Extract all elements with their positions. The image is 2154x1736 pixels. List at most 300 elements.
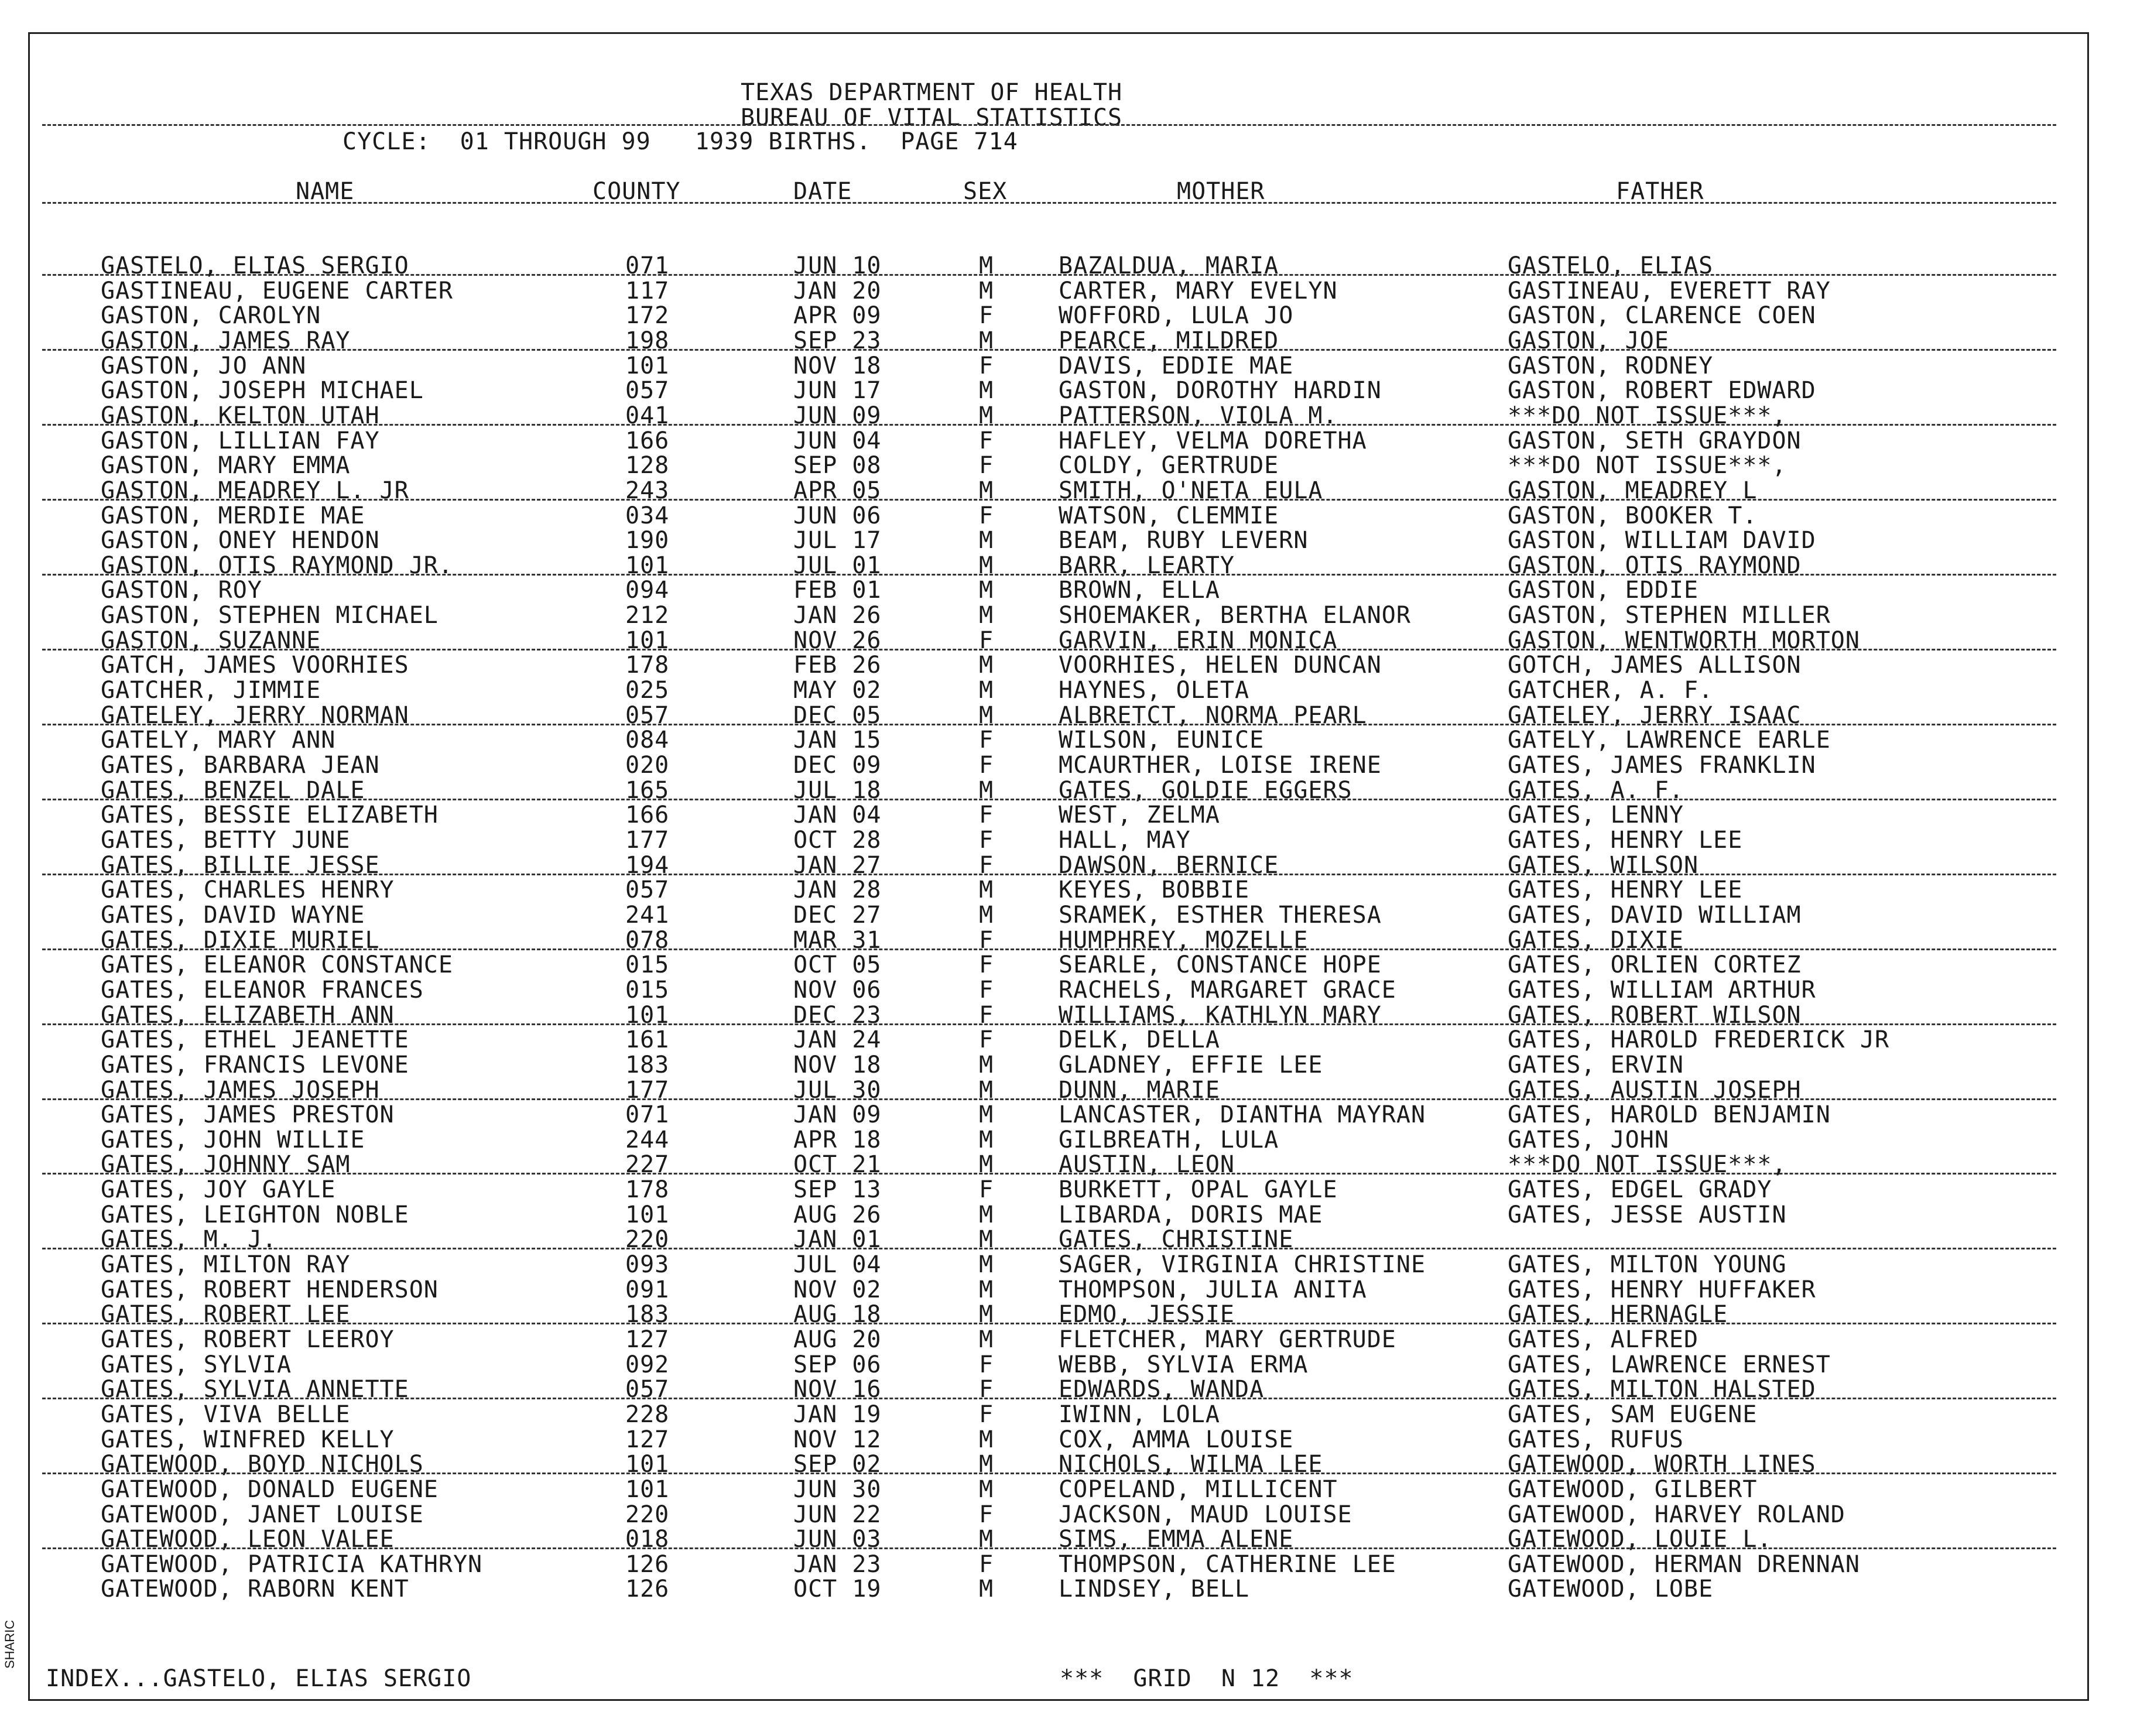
cell-sex: F xyxy=(979,926,994,954)
cell-father: GATELY, LAWRENCE EARLE xyxy=(1508,727,1831,754)
cell-mother: PEARCE, MILDRED xyxy=(1059,327,1279,354)
row-group-rule xyxy=(42,424,2056,426)
cell-county: 183 xyxy=(625,1301,670,1328)
cell-sex: M xyxy=(979,652,994,679)
row-group-rule xyxy=(42,499,2056,501)
cell-county: 093 xyxy=(625,1251,670,1278)
row-group-rule xyxy=(42,574,2056,576)
cell-mother: DAVIS, EDDIE MAE xyxy=(1059,352,1294,379)
cell-date: DEC 23 xyxy=(793,1001,882,1029)
cell-sex: M xyxy=(979,1201,994,1228)
row-group-rule xyxy=(42,1323,2056,1324)
row-group-rule xyxy=(42,949,2056,950)
row-group-rule xyxy=(42,1023,2056,1025)
cell-date: NOV 18 xyxy=(793,352,882,379)
cell-date: JAN 28 xyxy=(793,876,882,904)
cell-father: GATES, AUSTIN JOSEPH xyxy=(1508,1076,1802,1104)
cell-mother: IWINN, LOLA xyxy=(1059,1401,1220,1428)
cell-father: GATEWOOD, LOUIE L. xyxy=(1508,1526,1772,1553)
cell-name: GATES, DIXIE MURIEL xyxy=(101,926,380,954)
cell-date: SEP 08 xyxy=(793,452,882,480)
cell-mother: WILLIAMS, KATHLYN MARY xyxy=(1059,1001,1382,1029)
cell-name: GASTON, SUZANNE xyxy=(101,626,321,654)
cell-sex: M xyxy=(979,252,994,279)
cell-county: 198 xyxy=(625,327,670,354)
cell-county: 101 xyxy=(625,1475,670,1503)
cell-sex: F xyxy=(979,427,994,454)
cell-sex: M xyxy=(979,1051,994,1078)
cell-mother: GATES, CHRISTINE xyxy=(1059,1226,1294,1254)
cell-mother: MCAURTHER, LOISE IRENE xyxy=(1059,752,1382,779)
cell-father: GATES, LENNY xyxy=(1508,802,1684,829)
cell-name: GASTON, JOSEPH MICHAEL xyxy=(101,377,424,405)
cell-mother: KEYES, BOBBIE xyxy=(1059,876,1250,904)
cell-date: MAY 02 xyxy=(793,677,882,704)
cell-mother: COPELAND, MILLICENT xyxy=(1059,1475,1338,1503)
cell-name: GASTON, MEADREY L. JR xyxy=(101,477,409,504)
cell-name: GATES, MILTON RAY xyxy=(101,1251,351,1278)
cell-date: JUN 03 xyxy=(793,1526,882,1553)
cell-mother: BURKETT, OPAL GAYLE xyxy=(1059,1176,1338,1203)
cell-county: 101 xyxy=(625,626,670,654)
cell-sex: M xyxy=(979,1426,994,1453)
col-header-father: FATHER xyxy=(1616,178,1704,205)
cell-father: GASTON, ROBERT EDWARD xyxy=(1508,377,1816,405)
cell-name: GASTON, CAROLYN xyxy=(101,302,321,330)
cell-county: 177 xyxy=(625,826,670,854)
cell-date: SEP 23 xyxy=(793,327,882,354)
cell-father: GASTON, STEPHEN MILLER xyxy=(1508,602,1831,629)
cell-sex: F xyxy=(979,1351,994,1378)
cell-mother: SHOEMAKER, BERTHA ELANOR xyxy=(1059,602,1411,629)
row-group-rule xyxy=(42,799,2056,800)
cell-county: 020 xyxy=(625,752,670,779)
cell-sex: F xyxy=(979,727,994,754)
cell-county: 057 xyxy=(625,1376,670,1403)
cell-mother: VOORHIES, HELEN DUNCAN xyxy=(1059,652,1382,679)
cell-mother: HAYNES, OLETA xyxy=(1059,677,1250,704)
cell-sex: M xyxy=(979,1126,994,1153)
cell-mother: NICHOLS, WILMA LEE xyxy=(1059,1451,1323,1478)
cell-sex: M xyxy=(979,1251,994,1278)
cell-father: GATCHER, A. F. xyxy=(1508,677,1714,704)
cell-father: GATES, HAROLD BENJAMIN xyxy=(1508,1101,1831,1129)
cell-mother: BEAM, RUBY LEVERN xyxy=(1059,527,1309,554)
cell-name: GATES, JOHN WILLIE xyxy=(101,1126,365,1153)
cell-sex: M xyxy=(979,1076,994,1104)
cell-father: GATES, DIXIE xyxy=(1508,926,1684,954)
cell-county: 071 xyxy=(625,1101,670,1129)
cell-name: GASTON, KELTON UTAH xyxy=(101,402,380,429)
cell-mother: ALBRETCT, NORMA PEARL xyxy=(1059,701,1367,729)
cell-county: 091 xyxy=(625,1276,670,1303)
cell-mother: SIMS, EMMA ALENE xyxy=(1059,1526,1294,1553)
cell-sex: M xyxy=(979,701,994,729)
cell-county: 127 xyxy=(625,1326,670,1353)
cell-county: 243 xyxy=(625,477,670,504)
cell-date: SEP 06 xyxy=(793,1351,882,1378)
cell-date: DEC 27 xyxy=(793,901,882,929)
cell-sex: F xyxy=(979,802,994,829)
cell-county: 101 xyxy=(625,1201,670,1228)
cell-name: GASTINEAU, EUGENE CARTER xyxy=(101,277,453,304)
cell-sex: F xyxy=(979,1550,994,1578)
cell-sex: M xyxy=(979,1151,994,1179)
cell-county: 172 xyxy=(625,302,670,330)
cell-county: 161 xyxy=(625,1026,670,1054)
cell-county: 126 xyxy=(625,1576,670,1603)
cell-date: APR 09 xyxy=(793,302,882,330)
row-group-rule xyxy=(42,649,2056,650)
cell-sex: F xyxy=(979,752,994,779)
cell-father: GATES, MILTON HALSTED xyxy=(1508,1376,1816,1403)
cell-father: ***DO NOT ISSUE***, xyxy=(1508,452,1787,480)
cell-name: GASTON, JO ANN xyxy=(101,352,307,379)
cell-county: 244 xyxy=(625,1126,670,1153)
cell-mother: DAWSON, BERNICE xyxy=(1059,851,1279,879)
cell-name: GATES, JOHNNY SAM xyxy=(101,1151,351,1179)
cell-name: GATEWOOD, PATRICIA KATHRYN xyxy=(101,1550,483,1578)
cell-county: 166 xyxy=(625,427,670,454)
row-group-rule xyxy=(42,1473,2056,1474)
cell-sex: M xyxy=(979,577,994,604)
cell-father: GATES, ORLIEN CORTEZ xyxy=(1508,951,1802,979)
cell-sex: F xyxy=(979,826,994,854)
cell-date: NOV 18 xyxy=(793,1051,882,1078)
cell-father: GATEWOOD, HARVEY ROLAND xyxy=(1508,1501,1845,1528)
cell-father: GATES, DAVID WILLIAM xyxy=(1508,901,1802,929)
cell-county: 126 xyxy=(625,1550,670,1578)
cell-date: AUG 18 xyxy=(793,1301,882,1328)
cell-county: 178 xyxy=(625,652,670,679)
cell-name: GATES, BILLIE JESSE xyxy=(101,851,380,879)
cell-mother: SAGER, VIRGINIA CHRISTINE xyxy=(1059,1251,1426,1278)
cell-mother: HAFLEY, VELMA DORETHA xyxy=(1059,427,1367,454)
cell-name: GATES, ROBERT LEE xyxy=(101,1301,351,1328)
cell-name: GASTON, MARY EMMA xyxy=(101,452,351,480)
cell-name: GATES, M. J. xyxy=(101,1226,277,1254)
cell-sex: F xyxy=(979,1376,994,1403)
header-cycle: CYCLE: 01 THROUGH 99 1939 BIRTHS. PAGE 714 xyxy=(343,128,1018,155)
cell-name: GATEWOOD, RABORN KENT xyxy=(101,1576,409,1603)
cell-date: OCT 21 xyxy=(793,1151,882,1179)
cell-date: JAN 23 xyxy=(793,1550,882,1578)
cell-date: JUN 06 xyxy=(793,502,882,529)
cell-sex: M xyxy=(979,1276,994,1303)
cell-mother: GLADNEY, EFFIE LEE xyxy=(1059,1051,1323,1078)
row-group-rule xyxy=(42,274,2056,276)
cell-sex: M xyxy=(979,901,994,929)
cell-mother: SMITH, O'NETA EULA xyxy=(1059,477,1323,504)
cell-date: JAN 27 xyxy=(793,851,882,879)
cell-father: GATEWOOD, LOBE xyxy=(1508,1576,1714,1603)
cell-sex: F xyxy=(979,1401,994,1428)
cell-county: 057 xyxy=(625,876,670,904)
cell-date: JUN 22 xyxy=(793,1501,882,1528)
cell-father: GATES, LAWRENCE ERNEST xyxy=(1508,1351,1831,1378)
cell-county: 177 xyxy=(625,1076,670,1104)
cell-mother: RACHELS, MARGARET GRACE xyxy=(1059,976,1396,1004)
cell-date: DEC 05 xyxy=(793,701,882,729)
cell-name: GASTON, LILLIAN FAY xyxy=(101,427,380,454)
row-group-rule xyxy=(42,1173,2056,1175)
cell-sex: M xyxy=(979,327,994,354)
cell-mother: EDMO, JESSIE xyxy=(1059,1301,1235,1328)
cell-date: JAN 19 xyxy=(793,1401,882,1428)
cell-sex: M xyxy=(979,1226,994,1254)
cell-mother: WEST, ZELMA xyxy=(1059,802,1220,829)
cell-sex: M xyxy=(979,677,994,704)
cell-father: GATES, HAROLD FREDERICK JR xyxy=(1508,1026,1890,1054)
cell-name: GATES, FRANCIS LEVONE xyxy=(101,1051,409,1078)
cell-date: JAN 26 xyxy=(793,602,882,629)
cell-county: 194 xyxy=(625,851,670,879)
cell-date: JUN 04 xyxy=(793,427,882,454)
cell-father: GATES, MILTON YOUNG xyxy=(1508,1251,1787,1278)
cell-county: 025 xyxy=(625,677,670,704)
cell-mother: EDWARDS, WANDA xyxy=(1059,1376,1265,1403)
cell-sex: M xyxy=(979,1451,994,1478)
cell-name: GASTON, ROY xyxy=(101,577,262,604)
cell-sex: M xyxy=(979,277,994,304)
cell-name: GATES, ELEANOR FRANCES xyxy=(101,976,424,1004)
col-header-sex: SEX xyxy=(963,178,1008,205)
cell-sex: F xyxy=(979,851,994,879)
cell-name: GATCH, JAMES VOORHIES xyxy=(101,652,409,679)
cell-mother: HUMPHREY, MOZELLE xyxy=(1059,926,1309,954)
cell-county: 227 xyxy=(625,1151,670,1179)
cell-mother: COX, AMMA LOUISE xyxy=(1059,1426,1294,1453)
cell-date: JAN 15 xyxy=(793,727,882,754)
cell-county: 128 xyxy=(625,452,670,480)
cell-date: NOV 26 xyxy=(793,626,882,654)
cell-sex: M xyxy=(979,1576,994,1603)
cell-sex: M xyxy=(979,477,994,504)
cell-mother: BROWN, ELLA xyxy=(1059,577,1220,604)
cell-name: GATEWOOD, LEON VALEE xyxy=(101,1526,395,1553)
cell-date: JUL 17 xyxy=(793,527,882,554)
cell-date: FEB 01 xyxy=(793,577,882,604)
cell-sex: M xyxy=(979,1526,994,1553)
cell-date: NOV 02 xyxy=(793,1276,882,1303)
cell-father: GATES, ROBERT WILSON xyxy=(1508,1001,1802,1029)
cell-date: OCT 19 xyxy=(793,1576,882,1603)
cell-name: GATES, ROBERT LEEROY xyxy=(101,1326,395,1353)
cell-name: GATES, JAMES JOSEPH xyxy=(101,1076,380,1104)
cell-mother: CARTER, MARY EVELYN xyxy=(1059,277,1338,304)
cell-date: JAN 01 xyxy=(793,1226,882,1254)
cell-mother: WATSON, CLEMMIE xyxy=(1059,502,1279,529)
cell-county: 101 xyxy=(625,352,670,379)
cell-date: SEP 13 xyxy=(793,1176,882,1203)
cell-name: GASTON, ONEY HENDON xyxy=(101,527,380,554)
cell-date: JUL 18 xyxy=(793,776,882,804)
cell-mother: WILSON, EUNICE xyxy=(1059,727,1265,754)
cell-name: GATES, ELIZABETH ANN xyxy=(101,1001,395,1029)
cell-father: GATES, A. F. xyxy=(1508,776,1684,804)
footer-index: INDEX...GASTELO, ELIAS SERGIO xyxy=(46,1665,472,1692)
cell-date: JAN 09 xyxy=(793,1101,882,1129)
cell-date: NOV 16 xyxy=(793,1376,882,1403)
cell-date: JAN 24 xyxy=(793,1026,882,1054)
cell-name: GATES, LEIGHTON NOBLE xyxy=(101,1201,409,1228)
cell-father: GASTON, RODNEY xyxy=(1508,352,1714,379)
cell-mother: WEBB, SYLVIA ERMA xyxy=(1059,1351,1309,1378)
cell-date: JUL 04 xyxy=(793,1251,882,1278)
cell-father: GATES, WILLIAM ARTHUR xyxy=(1508,976,1816,1004)
cell-date: APR 05 xyxy=(793,477,882,504)
cell-father: GASTINEAU, EVERETT RAY xyxy=(1508,277,1831,304)
header-bureau: BUREAU OF VITAL STATISTICS xyxy=(741,104,1123,131)
cell-county: 018 xyxy=(625,1526,670,1553)
cell-date: NOV 06 xyxy=(793,976,882,1004)
cell-father: GATEWOOD, GILBERT xyxy=(1508,1475,1758,1503)
cell-county: 183 xyxy=(625,1051,670,1078)
cell-county: 057 xyxy=(625,377,670,405)
cell-name: GATCHER, JIMMIE xyxy=(101,677,321,704)
cell-county: 190 xyxy=(625,527,670,554)
cell-name: GATES, JAMES PRESTON xyxy=(101,1101,395,1129)
cell-name: GATES, SYLVIA xyxy=(101,1351,292,1378)
cell-sex: M xyxy=(979,1301,994,1328)
cell-name: GASTELO, ELIAS SERGIO xyxy=(101,252,409,279)
cell-sex: F xyxy=(979,626,994,654)
cell-date: DEC 09 xyxy=(793,752,882,779)
cell-date: APR 18 xyxy=(793,1126,882,1153)
cell-sex: M xyxy=(979,377,994,405)
cell-mother: LIBARDA, DORIS MAE xyxy=(1059,1201,1323,1228)
cell-sex: M xyxy=(979,876,994,904)
cell-mother: GARVIN, ERIN MONICA xyxy=(1059,626,1338,654)
cell-father: ***DO NOT ISSUE***, xyxy=(1508,1151,1787,1179)
cell-name: GATES, ETHEL JEANETTE xyxy=(101,1026,409,1054)
cell-county: 220 xyxy=(625,1226,670,1254)
cell-sex: M xyxy=(979,552,994,579)
cell-name: GATELY, MARY ANN xyxy=(101,727,336,754)
cell-county: 241 xyxy=(625,901,670,929)
cell-county: 166 xyxy=(625,802,670,829)
cell-father: GATEWOOD, HERMAN DRENNAN xyxy=(1508,1550,1860,1578)
cell-father: GATES, SAM EUGENE xyxy=(1508,1401,1758,1428)
cell-mother: GASTON, DOROTHY HARDIN xyxy=(1059,377,1382,405)
cell-sex: M xyxy=(979,602,994,629)
cell-sex: F xyxy=(979,951,994,979)
cell-father: GASTON, JOE xyxy=(1508,327,1669,354)
col-header-name: NAME xyxy=(296,178,355,205)
cell-father: GASTON, WENTWORTH MORTON xyxy=(1508,626,1860,654)
cell-name: GATES, ELEANOR CONSTANCE xyxy=(101,951,453,979)
cell-county: 034 xyxy=(625,502,670,529)
row-group-rule xyxy=(42,1547,2056,1549)
row-group-rule xyxy=(42,1248,2056,1249)
cell-name: GATEWOOD, DONALD EUGENE xyxy=(101,1475,439,1503)
cell-name: GASTON, STEPHEN MICHAEL xyxy=(101,602,439,629)
cell-county: 165 xyxy=(625,776,670,804)
cell-county: 101 xyxy=(625,552,670,579)
cell-mother: LINDSEY, BELL xyxy=(1059,1576,1250,1603)
cell-mother: GILBREATH, LULA xyxy=(1059,1126,1279,1153)
cell-mother: DUNN, MARIE xyxy=(1059,1076,1220,1104)
cell-name: GATES, VIVA BELLE xyxy=(101,1401,351,1428)
cell-father: ***DO NOT ISSUE***, xyxy=(1508,402,1787,429)
cell-county: 084 xyxy=(625,727,670,754)
row-group-rule xyxy=(42,724,2056,725)
cell-date: JUN 17 xyxy=(793,377,882,405)
cell-mother: DELK, DELLA xyxy=(1059,1026,1220,1054)
cell-father: GASTON, BOOKER T. xyxy=(1508,502,1758,529)
cell-sex: F xyxy=(979,1026,994,1054)
cell-father: GATES, HERNAGLE xyxy=(1508,1301,1728,1328)
row-group-rule xyxy=(42,874,2056,875)
cell-mother: WOFFORD, LULA JO xyxy=(1059,302,1294,330)
cell-sex: F xyxy=(979,452,994,480)
cell-father: GATES, WILSON xyxy=(1508,851,1699,879)
cell-father: GATES, HENRY HUFFAKER xyxy=(1508,1276,1816,1303)
cell-date: JUN 30 xyxy=(793,1475,882,1503)
cell-name: GATES, BENZEL DALE xyxy=(101,776,365,804)
cell-name: GASTON, OTIS RAYMOND JR. xyxy=(101,552,453,579)
cell-mother: JACKSON, MAUD LOUISE xyxy=(1059,1501,1352,1528)
cell-name: GATES, ROBERT HENDERSON xyxy=(101,1276,439,1303)
cell-county: 094 xyxy=(625,577,670,604)
cell-father: GASTELO, ELIAS xyxy=(1508,252,1714,279)
row-group-rule xyxy=(42,1398,2056,1399)
cell-father: GATES, JESSE AUSTIN xyxy=(1508,1201,1787,1228)
cell-date: MAR 31 xyxy=(793,926,882,954)
cell-name: GATES, WINFRED KELLY xyxy=(101,1426,395,1453)
cell-father: GATES, HENRY LEE xyxy=(1508,826,1743,854)
cell-county: 101 xyxy=(625,1001,670,1029)
side-label: SHARIC xyxy=(2,1619,17,1669)
cell-county: 092 xyxy=(625,1351,670,1378)
cell-sex: M xyxy=(979,402,994,429)
cell-mother: AUSTIN, LEON xyxy=(1059,1151,1235,1179)
cell-sex: F xyxy=(979,352,994,379)
col-header-county: COUNTY xyxy=(593,178,681,205)
cell-father: GATES, HENRY LEE xyxy=(1508,876,1743,904)
cell-date: JAN 20 xyxy=(793,277,882,304)
cell-date: JUN 09 xyxy=(793,402,882,429)
cell-father: GASTON, EDDIE xyxy=(1508,577,1699,604)
cell-mother: HALL, MAY xyxy=(1059,826,1191,854)
cell-father: GATES, JOHN xyxy=(1508,1126,1669,1153)
cell-county: 212 xyxy=(625,602,670,629)
cell-name: GATEWOOD, BOYD NICHOLS xyxy=(101,1451,424,1478)
row-group-rule xyxy=(42,349,2056,351)
cell-sex: M xyxy=(979,1475,994,1503)
cell-county: 071 xyxy=(625,252,670,279)
cell-name: GASTON, MERDIE MAE xyxy=(101,502,365,529)
cell-father: GASTON, CLARENCE COEN xyxy=(1508,302,1816,330)
cell-father: GATES, EDGEL GRADY xyxy=(1508,1176,1772,1203)
cell-father: GOTCH, JAMES ALLISON xyxy=(1508,652,1802,679)
cell-county: 101 xyxy=(625,1451,670,1478)
cell-date: SEP 02 xyxy=(793,1451,882,1478)
cell-mother: BAZALDUA, MARIA xyxy=(1059,252,1279,279)
cell-mother: COLDY, GERTRUDE xyxy=(1059,452,1279,480)
cell-date: AUG 26 xyxy=(793,1201,882,1228)
cell-date: JAN 04 xyxy=(793,802,882,829)
cell-sex: M xyxy=(979,1101,994,1129)
cell-mother: THOMPSON, CATHERINE LEE xyxy=(1059,1550,1396,1578)
cell-date: FEB 26 xyxy=(793,652,882,679)
cell-father: GATES, JAMES FRANKLIN xyxy=(1508,752,1816,779)
cell-name: GATES, BESSIE ELIZABETH xyxy=(101,802,439,829)
cell-name: GATES, BARBARA JEAN xyxy=(101,752,380,779)
cell-mother: SEARLE, CONSTANCE HOPE xyxy=(1059,951,1382,979)
cell-county: 015 xyxy=(625,976,670,1004)
cell-county: 228 xyxy=(625,1401,670,1428)
